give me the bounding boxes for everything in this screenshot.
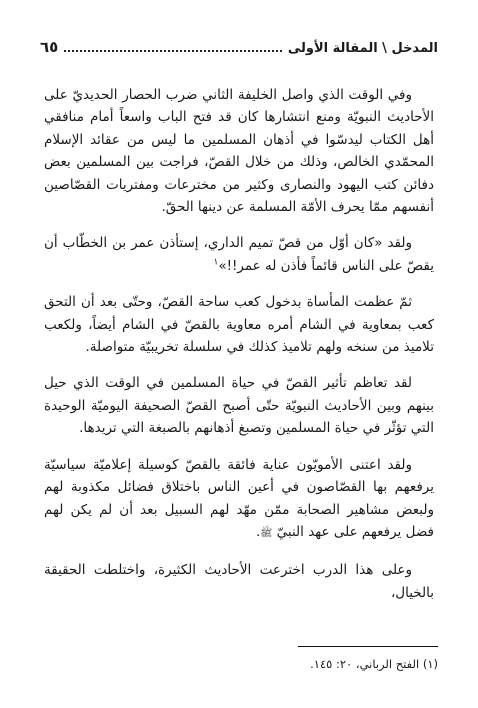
- running-header: [40, 34, 438, 56]
- paragraph-3: ثمّ عظمت المأساة بدخول كعب ساحة القصّ، وحتّى بعد أن التحق كعب بمعاوية في الشام أمره معاوية بالقصّ في الشام أيضاً، ولكعب تلاميذ من سنخه ولهم تلاميذ كذلك في سلسلة تخريبيّة متواصلة.: [44, 294, 434, 356]
- footnote-reference: ١: [213, 257, 219, 268]
- paragraph-5: ولقد اعتنى الأمويّون عناية فائقة بالقصّ كوسيلة إعلاميّة سياسيّة يرفعهم بها القصّاصون في أعين الناس باختلاق فضائل مكذوبة لهم ولبعض مشاهير الصحابة ممّن مهّد لهم السبيل بعد أن لم يكن لهم فضل يرفعهم على عهد النبيّ ﷺ.: [44, 456, 434, 540]
- footnote: (١) الفتح الرباني، ٢٠: ١٤٥.: [310, 657, 438, 671]
- footnote-divider: [298, 646, 438, 647]
- honorific-symbol: ﷺ: [260, 527, 273, 539]
- leader-dots: [64, 50, 282, 52]
- chapter-title: المدخل \ المقالة الأولى: [287, 41, 438, 56]
- body-text: [44, 84, 434, 604]
- paragraph-5-text: ولقد اعتنى الأمويّون عناية فائقة بالقصّ كوسيلة إعلاميّة سياسيّة يرفعهم بها القصّاصون في أعين الناس باختلاق فضائل مكذوبة لهم ولبعض مشاهير الصحابة ممّن مهّد لهم السبيل بعد أن لم يكن لهم فضل يرفعهم على عهد النبيّ: [44, 456, 434, 540]
- page-number: ٦٥: [40, 38, 59, 56]
- paragraph-1: وفي الوقت الذي واصل الخليفة الثاني ضرب الحصار الحديديّ على الأحاديث النبويّة ومنع انتشارها كان قد فتح الباب واسعاً أمام منافقي أهل الكتاب ليدسّوا في أذهان المسلمين ما ليس من عقائد الإسلام المحمّدي الخالص، وذلك من خلال القصّ، فراجت بين المسلمين بعض دفائن كتب اليهود والنصارى وكثير من مخترعات ومفتريات القصّاصين أنفسهم ممّا يحرف الأمّة المسلمة عن دينها الحقّ.: [44, 87, 434, 216]
- paragraph-2-text: ولقد «كان أوّل من قصّ تميم الداري، إستأذن عمر بن الخطّاب أن يقصّ على الناس قائماً فأذن له عمر!!»: [44, 235, 434, 274]
- paragraph-2: [44, 232, 434, 277]
- paragraph-6: وعلى هذا الدرب اخترعت الأحاديث الكثيرة، واختلطت الحقيقة بالخيال،: [44, 562, 434, 601]
- paragraph-4: لقد تعاظم تأثير القصّ في حياة المسلمين في الوقت الذي حيل بينهم وبين الأحاديث النبويّة حتّى أصبح القصّ الصحيفة اليوميّة الوحيدة التي تؤثّر في حياة المسلمين وتصبغ أذهانهم بالصبغة التي تريدها.: [44, 375, 434, 437]
